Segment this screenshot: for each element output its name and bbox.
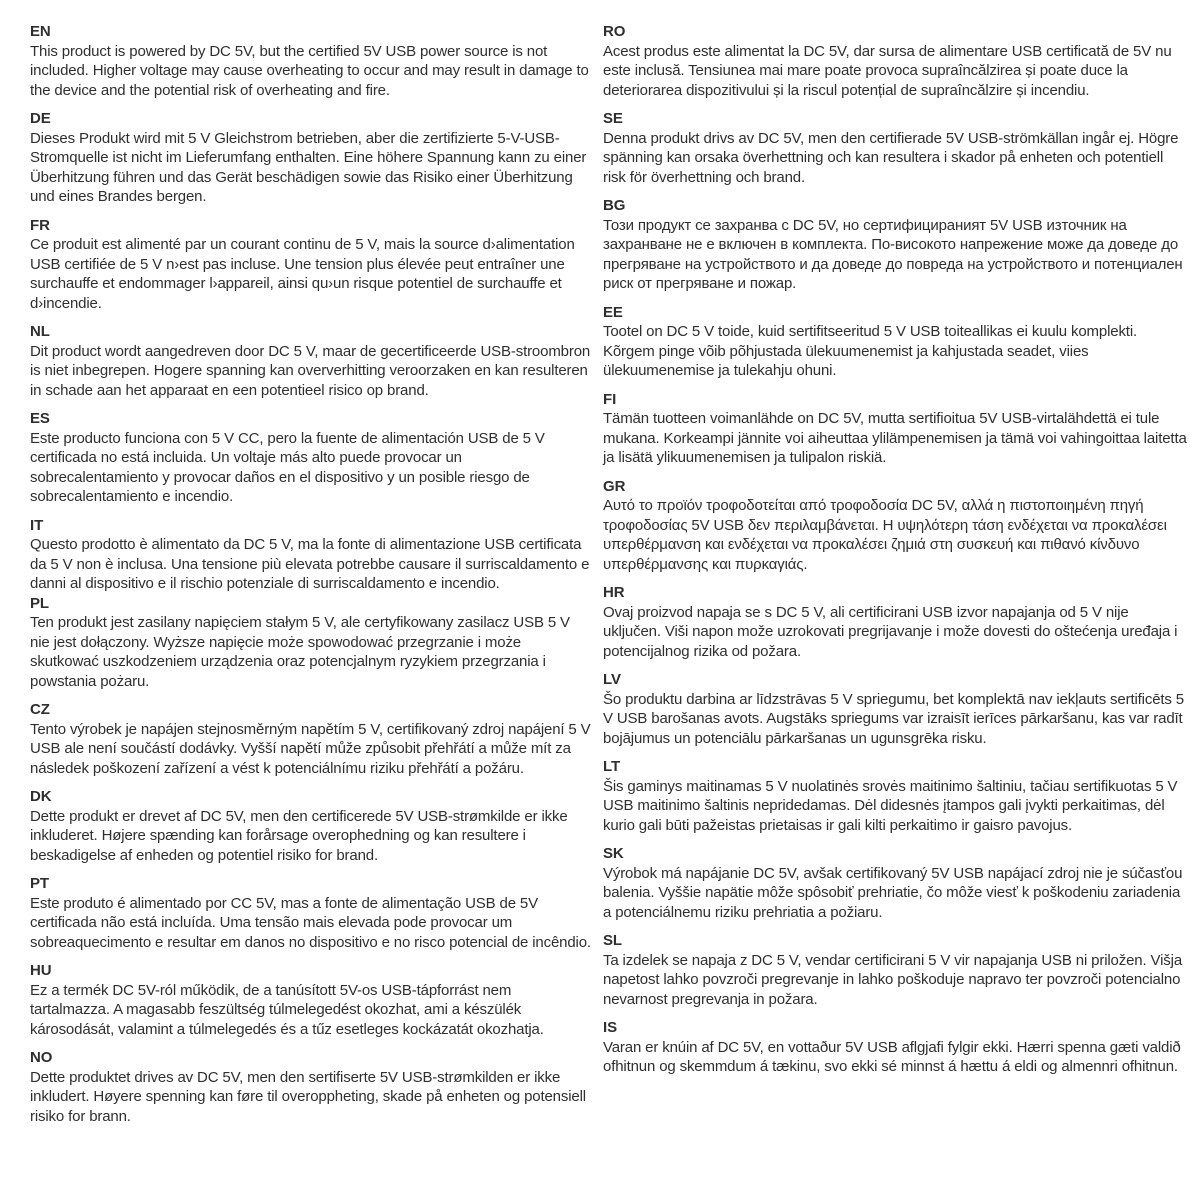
language-code-label: FR [30, 216, 50, 234]
warning-text: Este producto funciona con 5 V CC, pero la fuente de alimentación USB de 5 V certificada no está incluida. Un voltaje más alto puede provocar un sobrecalentamiento y provocar daños en el dispositivo y un posible riesgo de sobrecalentamiento e incendio. [30, 429, 545, 505]
warning-text: Ce produit est alimenté par un courant continu de 5 V, mais la source d›alimentation USB certifiée de 5 V n›est pas incluse. Une tension plus élevée peut entraîner une surchauffe et endommager l›appareil, ainsi qu›un risque potentiel de surchauffe et d›incendie. [30, 236, 575, 312]
warning-text: Este produto é alimentado por CC 5V, mas a fonte de alimentação USB de 5V certificada não está incluída. Uma tensão mais elevada pode provocar um sobreaquecimento e resultar em danos no dispositivo e no risco potencial de incêndio. [30, 894, 591, 951]
language-code-label: PT [30, 875, 49, 892]
language-section-pl [30, 594, 591, 692]
language-section-es [30, 409, 591, 507]
language-code-label: SK [603, 845, 624, 862]
warning-text: Dit product wordt aangedreven door DC 5 V, maar de gecertificeerde USB-stroombron is niet inbegrepen. Hogere spanning kan oververhitting veroorzaken en kan resulteren in schade aan het apparaat en een potentieel risico op brand. [30, 342, 591, 399]
warning-text: Tootel on DC 5 V toide, kuid sertifitseeritud 5 V USB toiteallikas ei kuulu komplekti. Kõrgem pinge võib põhjustada ülekuumenemist ja kahjustada seadet, viies ülekuumenemise ja tulekahju ohuni. [603, 323, 1138, 379]
warning-text: Dette produkt er drevet af DC 5V, men den certificerede 5V USB-strømkilde er ikke inkluderet. Højere spænding kan forårsage overophedning og kan resultere i beskadigelse af enheden og potentiel risiko for brand. [30, 807, 568, 864]
warning-text: Ta izdelek se napaja z DC 5 V, vendar certificirani 5 V vir napajanja USB ni priložen. Višja napetost lahko povzroči pregrevanje in lahko poškoduje napravo ter povzroči potencialno nevarnost pregrevanja in požara. [603, 951, 1183, 1008]
column-right [603, 22, 1188, 1200]
warning-text: Ovaj proizvod napaja se s DC 5 V, ali certificirani USB izvor napajanja od 5 V nije uključen. Viši napon može uzrokovati pregrijavanje i može dovesti do oštećenja uređaja i potencijalnog rizika od požara. [603, 603, 1178, 660]
language-section-en [30, 22, 591, 100]
warning-text: Този продукт се захранва с DC 5V, но сертифицираният 5V USB източник на захранване не е включен в комплекта. По-високото напрежение може да доведе до прегряване на устройството и да доведе до повреда на устройството и потенциален риск от прегряване и пожар. [603, 216, 1183, 292]
language-section-ee [603, 303, 1188, 381]
language-code-label: LT [603, 758, 621, 775]
language-code-label: SL [603, 932, 622, 949]
language-section-hu [30, 961, 591, 1039]
language-section-fr [30, 216, 591, 314]
language-code-label: PL [30, 594, 49, 612]
language-code-label: DE [30, 110, 51, 127]
language-section-bg [603, 196, 1188, 294]
warning-text: Tento výrobek je napájen stejnosměrným napětím 5 V, certifikovaný zdroj napájení 5 V USB ale není součástí dodávky. Vyšší napětí může způsobit přehřátí a může mít za následek poškození zařízení a vést k potenciálnímu riziku přehřátí a požáru. [30, 720, 591, 777]
language-section-fi [603, 390, 1188, 468]
language-section-lt [603, 757, 1188, 835]
warning-text: Dette produktet drives av DC 5V, men den sertifiserte 5V USB-strømkilden er ikke inkludert. Høyere spenning kan føre til overoppheting, skade på enheten og potensiell risiko for brann. [30, 1068, 586, 1125]
column-left [30, 22, 591, 1200]
language-section-gr [603, 477, 1188, 575]
warning-text: Denna produkt drivs av DC 5V, men den certifierade 5V USB-strömkällan ingår ej. Högre spänning kan orsaka överhettning och kan resultera i skador på enheten och potentiell risk för överhettning och brand. [603, 129, 1179, 186]
warning-text: Αυτό το προϊόν τροφοδοτείται από τροφοδοσία DC 5V, αλλά η πιστοποιημένη πηγή τροφοδοσίας 5V USB δεν περιλαμβάνεται. Η υψηλότερη τάση ενδέχεται να προκαλέσει υπερθέρμανση και ενδέχεται να προκαλέσει ζημιά στη συσκευή και πιθανό κίνδυνο υπερθέρμανσης και πυρκαγιάς. [603, 497, 1167, 573]
language-section-de [30, 109, 591, 207]
language-code-label: RO [603, 23, 626, 40]
language-code-label: DK [30, 788, 52, 805]
language-code-label: NO [30, 1049, 53, 1066]
language-section-nl [30, 322, 591, 400]
language-section-ro [603, 22, 1188, 100]
warning-text: Ez a termék DC 5V-ról működik, de a tanúsított 5V-os USB-tápforrást nem tartalmazza. A magasabb feszültség túlmelegedést okozhat, ami a készülék károsodását, valamint a túlmelegedés és a tűz esetleges kockázatát okozhatja. [30, 981, 544, 1038]
language-section-cz [30, 700, 591, 778]
language-section-is [603, 1018, 1188, 1077]
language-code-label: FI [603, 390, 617, 408]
warning-text: Varan er knúin af DC 5V, en vottaður 5V USB aflgjafi fylgir ekki. Hærri spenna gæti valdið ofhitnun og skemmdum á tækinu, svo ekki sé minnst á hættu á eldi og almennri ofhitnun. [603, 1038, 1181, 1075]
language-code-label: IT [30, 516, 44, 534]
language-code-label: EE [603, 303, 623, 321]
language-section-dk [30, 787, 591, 865]
warning-text: Questo prodotto è alimentato da DC 5 V, ma la fonte di alimentazione USB certificata da 5 V non è inclusa. Una tensione più elevata potrebbe causare il surriscaldamento e danni al dispositivo e il rischio potenziale di surriscaldamento e incendio. [30, 536, 590, 592]
language-section-hr [603, 583, 1188, 661]
language-code-label: SE [603, 110, 623, 127]
language-section-se [603, 109, 1188, 187]
language-code-label: EN [30, 23, 51, 40]
language-section-sk [603, 844, 1188, 922]
language-code-label: ES [30, 410, 50, 427]
warning-text: Výrobok má napájanie DC 5V, avšak certifikovaný 5V USB napájací zdroj nie je súčasťou balenia. Vyššie napätie môže spôsobiť prehriatie, čo môže viesť k poškodeniu zariadenia a potenciálnemu riziku prehriatia a požiaru. [603, 864, 1183, 921]
warning-text: Šis gaminys maitinamas 5 V nuolatinės srovės maitinimo šaltiniu, tačiau sertifikuotas 5 V USB maitinimo šaltinis nepridedamas. Dėl didesnės įtampos gali įvykti perkaitimas, dėl kurio gali būti pažeistas prietaisas ir gali kilti perkaitimo ir gaisro pavojus. [603, 777, 1178, 834]
language-section-it [30, 516, 591, 594]
language-code-label: GR [603, 477, 626, 495]
language-code-label: NL [30, 323, 50, 340]
warning-text: Ten produkt jest zasilany napięciem stałym 5 V, ale certyfikowany zasilacz USB 5 V nie jest dołączony. Wyższe napięcie może spowodować przegrzanie i może skutkować uszkodzeniem urządzenia oraz potencjalnym ryzykiem przegrzania i powstania pożaru. [30, 614, 570, 690]
language-section-no [30, 1048, 591, 1126]
language-section-pt [30, 874, 591, 952]
warning-text: Tämän tuotteen voimanlähde on DC 5V, mutta sertifioitua 5V USB-virtalähdettä ei tule mukana. Korkeampi jännite voi aiheuttaa ylilämpenemisen ja tämä voi vahingoittaa laitetta ja lisätä ylikuumenemisen ja tulipalon riskiä. [603, 410, 1187, 466]
language-code-label: BG [603, 197, 626, 214]
language-section-lv [603, 670, 1188, 748]
warning-text: This product is powered by DC 5V, but the certified 5V USB power source is not included. Higher voltage may cause overheating to occur and may result in damage to the device and the potential risk of overheating and fire. [30, 42, 589, 99]
language-code-label: IS [603, 1019, 617, 1036]
language-section-sl [603, 931, 1188, 1009]
language-code-label: HU [30, 962, 52, 979]
language-code-label: LV [603, 671, 621, 688]
warning-text: Acest produs este alimentat la DC 5V, dar sursa de alimentare USB certificată de 5V nu este inclusă. Tensiunea mai mare poate provoca supraîncălzirea și poate duce la deteriorarea dispozitivului și la riscul potențial de supraîncălzire și incendiu. [603, 42, 1172, 99]
language-code-label: HR [603, 584, 625, 601]
warning-text: Dieses Produkt wird mit 5 V Gleichstrom betrieben, aber die zertifizierte 5-V-USB-Stromquelle ist nicht im Lieferumfang enthalten. Eine höhere Spannung kann zu einer Überhitzung führen und das Gerät beschädigen sowie das Risiko einer Überhitzung und eines Brandes bergen. [30, 129, 587, 205]
language-code-label: CZ [30, 701, 50, 718]
warning-text: Šo produktu darbina ar līdzstrāvas 5 V spriegumu, bet komplektā nav iekļauts sertificēts 5 V USB barošanas avots. Augstāks spriegums var izraisīt ierīces pārkaršanu, kas var radīt bojājumus un potenciālu pārkaršanas un ugunsgrēka risku. [603, 690, 1184, 747]
